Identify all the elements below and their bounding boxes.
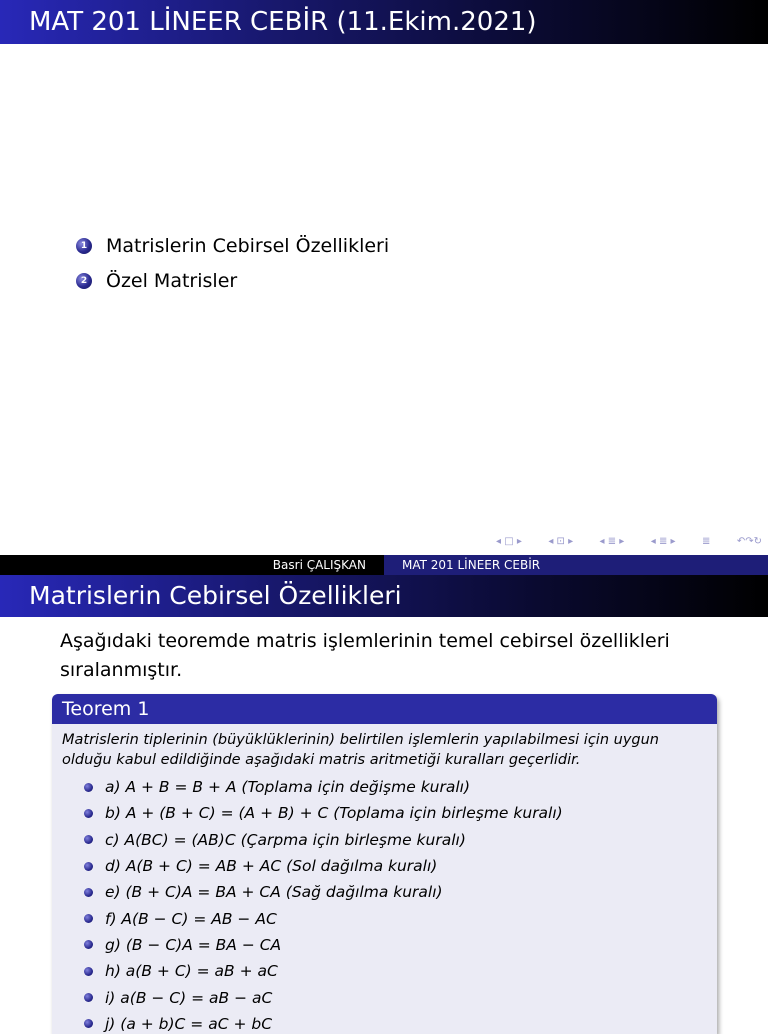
list-item-text: e) (B + C)A = BA + CA (Sağ dağılma kuralı) <box>105 883 443 902</box>
list-item-text: a) A + B = B + A (Toplama için değişme kuralı) <box>105 778 471 797</box>
theorem-intro: Matrislerin tiplerinin (büyüklüklerinin) belirtilen işlemlerin yapılabilmesi için uygun olduğu kabul edildiğinde aşağıdaki matris aritmetiği kuralları geçerlidir. <box>62 732 659 768</box>
list-item-text: b) A + (B + C) = (A + B) + C (Toplama için birleşme kuralı) <box>105 804 563 823</box>
footer-author: Basri ÇALIŞKAN <box>0 555 384 575</box>
bullet-icon <box>84 940 93 949</box>
theorem-body <box>52 724 717 1034</box>
toc-number-icon: 1 <box>76 238 92 254</box>
table-of-contents <box>76 228 389 298</box>
bullet-icon <box>84 783 93 792</box>
list-item-text: g) (B − C)A = BA − CA <box>105 935 282 954</box>
nav-appendix-icon[interactable]: ≣ <box>702 536 711 547</box>
list-item <box>62 932 707 958</box>
nav-subsection-icon[interactable]: ◂ ⊡ ▸ <box>548 536 574 547</box>
bullet-icon <box>84 809 93 818</box>
list-item <box>62 958 707 984</box>
list-item-text: d) A(B + C) = AB + AC (Sol dağılma kuralı) <box>105 857 438 876</box>
list-item-text: c) A(BC) = (AB)C (Çarpma için birleşme kuralı) <box>105 830 466 849</box>
slide1-title: MAT 201 LİNEER CEBİR (11.Ekim.2021) <box>29 7 537 37</box>
bullet-icon <box>84 888 93 897</box>
bullet-icon <box>84 967 93 976</box>
list-item <box>62 800 707 826</box>
slide2-title: Matrislerin Cebirsel Özellikleri <box>29 581 402 610</box>
list-item <box>62 1011 707 1034</box>
bullet-icon <box>84 835 93 844</box>
slide2-intro: Aşağıdaki teoremde matris işlemlerinin temel cebirsel özellikleri sıralanmıştır. <box>60 630 670 681</box>
bullet-icon <box>84 993 93 1002</box>
theorem-block <box>52 694 717 1034</box>
nav-frame-icon[interactable]: ◂ □ ▸ <box>496 536 522 547</box>
list-item <box>62 984 707 1010</box>
slide1-header <box>0 0 768 44</box>
list-item <box>62 879 707 905</box>
list-item <box>62 905 707 931</box>
beamer-navigation-bar <box>496 536 762 547</box>
list-item <box>62 774 707 800</box>
nav-document-icon[interactable]: ◂ ≣ ▸ <box>650 536 676 547</box>
list-item <box>62 853 707 879</box>
nav-search-back-icon[interactable]: ↶↷↻ <box>736 536 762 547</box>
theorem-title: Teorem 1 <box>52 694 717 724</box>
toc-item[interactable] <box>76 263 389 298</box>
bullet-icon <box>84 914 93 923</box>
list-item <box>62 827 707 853</box>
list-item-text: h) a(B + C) = aB + aC <box>105 962 278 981</box>
bullet-icon <box>84 862 93 871</box>
footer-course: MAT 201 LİNEER CEBİR <box>384 555 768 575</box>
list-item-text: i) a(B − C) = aB − aC <box>105 988 273 1007</box>
slide2-header <box>0 575 768 617</box>
list-item-text: f) A(B − C) = AB − AC <box>105 909 277 928</box>
nav-section-icon[interactable]: ◂ ≣ ▸ <box>599 536 625 547</box>
toc-number-icon: 2 <box>76 273 92 289</box>
toc-item-label: Özel Matrisler <box>106 269 238 292</box>
list-item-text: j) (a + b)C = aC + bC <box>105 1014 273 1033</box>
slide-footer <box>0 555 768 575</box>
toc-item-label: Matrislerin Cebirsel Özellikleri <box>106 234 390 257</box>
toc-item[interactable] <box>76 228 389 263</box>
